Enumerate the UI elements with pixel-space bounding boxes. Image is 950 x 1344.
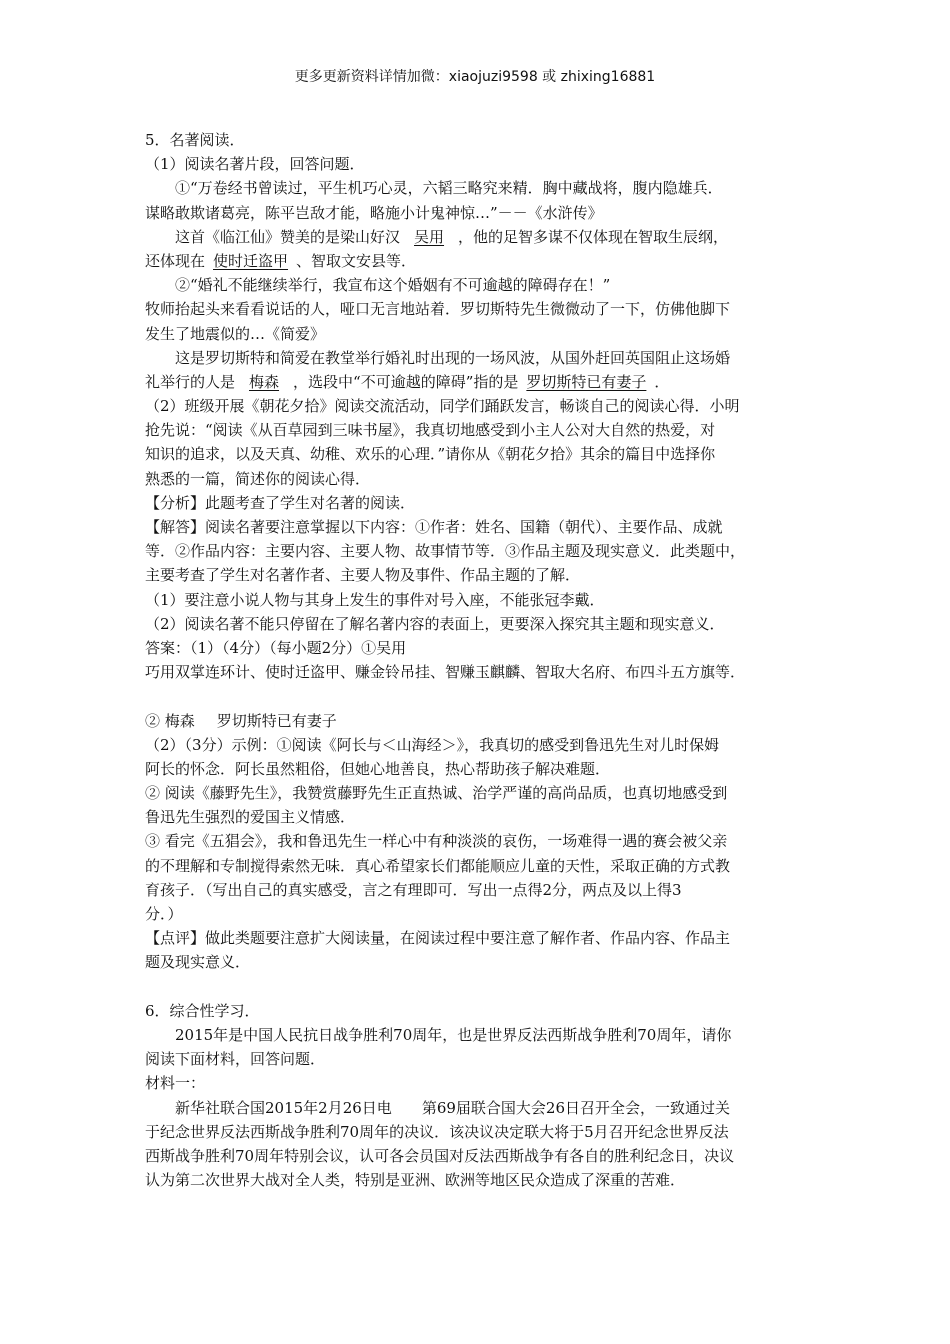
q6-title: 6．综合性学习．: [145, 1001, 260, 1020]
excerpt-line: 牧师抬起头来看看说话的人，哑口无言地站着．罗切斯特先生微微动了一下，仿佛他脚下: [145, 300, 731, 319]
spacer: [145, 684, 805, 708]
material-line: 西斯战争胜利70周年特别会议，认可各会员国对反法西斯战争有各自的胜利纪念日，决议: [145, 1146, 735, 1165]
text: 还体现在: [145, 251, 206, 270]
solution-line: 【解答】阅读名著要注意掌握以下内容：①作者：姓名、国籍（朝代）、主要作品、成就: [145, 518, 723, 536]
page-header: 更多更新资料详情加微：xiaojuzi9598 或 zhixing16881: [294, 69, 656, 85]
solution-line: （2）阅读名著不能只停留在了解名著内容的表面上，更要深入探究其主题和现实意义．: [145, 614, 725, 633]
example-line: （2）（3分）示例：①阅读《阿长与＜山海经＞》，我真切的感受到鲁迅先生对儿时保姆: [145, 735, 720, 754]
example-line: ③ 看完《五猖会》，我和鲁迅先生一样心中有种淡淡的哀伤，一场难得一遇的赛会被父亲: [145, 832, 728, 851]
question-line: [145, 225, 805, 249]
text: 这首《临江仙》赞美的是梁山好汉: [175, 227, 401, 246]
solution-line: （1）要注意小说人物与其身上发生的事件对号入座，不能张冠李戴．: [145, 590, 605, 609]
q5-part1-intro: （1）阅读名著片段，回答问题．: [145, 155, 365, 174]
comment-line: 【点评】做此类题要注意扩大阅读量，在阅读过程中要注意了解作者、作品内容、作品主: [145, 929, 731, 948]
material-line: 于纪念世界反法西斯战争胜利70周年的决议．该决议决定联大将于5月召开纪念世界反法: [145, 1122, 729, 1141]
solution-line: 等．②作品内容：主要内容、主要人物、故事情节等．③作品主题及现实意义．此类题中，: [145, 542, 746, 561]
part2-line: 知识的追求，以及天真、幼稚、欢乐的心理．”请你从《朝花夕拾》其余的篇目中选择你: [145, 445, 716, 464]
analysis-line: 【分析】此题考查了学生对名著的阅读．: [145, 493, 416, 512]
text: 第69届联合国大会26日召开全会，一致通过关: [421, 1098, 730, 1117]
text: ② 梅森: [145, 711, 195, 730]
example-line: ② 阅读《藤野先生》，我赞赏藤野先生正直热诚、治学严谨的高尚品质，也真切地感受到: [145, 784, 728, 803]
example-line: 育孩子．（写出自己的真实感受，言之有理即可．写出一点得2分，两点及以上得3: [145, 880, 682, 899]
text: 、智取文安县等．: [296, 251, 417, 270]
part2-line: 抢先说：“阅读《从百草园到三味书屋》，我真切地感受到小主人公对大自然的热爱，对: [145, 421, 716, 440]
q6-intro-line: 阅读下面材料，回答问题．: [145, 1050, 326, 1069]
solution-line: 主要考查了学生对名著作者、主要人物及事件、作品主题的了解．: [145, 566, 581, 585]
part2-line: 熟悉的一篇，简述你的阅读心得．: [145, 469, 371, 488]
text: ，选段中“不可逾越的障碍”指的是: [293, 372, 519, 391]
answer-blank-wuyong: 吴用: [414, 227, 445, 246]
material-line: [145, 1096, 805, 1120]
example-line: 分．）: [145, 905, 183, 923]
material-label: 材料一：: [145, 1074, 206, 1093]
text: 新华社联合国2015年2月26日电: [175, 1098, 392, 1117]
example-line: 的不理解和专制搅得索然无味．真心希望家长们都能顺应儿童的天性，采取正确的方式教: [145, 856, 731, 875]
spacer: [145, 975, 805, 999]
text: ．: [654, 372, 670, 391]
text: 礼举行的人是: [145, 372, 236, 391]
answer-blank-mason: 梅森: [249, 372, 280, 391]
q5-title: 5．名著阅读．: [145, 131, 245, 149]
question-line: [145, 370, 805, 394]
answer-line: 答案：（1）（4分）（每小题2分）①吴用: [145, 638, 407, 657]
poem-line: 谋略敢欺诸葛亮，陈平岂敌才能，略施小计鬼神惊…”－－《水浒传》: [145, 203, 603, 222]
document-body: [145, 128, 805, 1192]
q6-intro-line: 2015年是中国人民抗日战争胜利70周年，也是世界反法西斯战争胜利70周年，请你: [175, 1025, 732, 1044]
question-line: 这是罗切斯特和简爱在教堂举行婚礼时出现的一场风波，从国外赶回英国阻止这场婚: [175, 348, 731, 367]
answer-blank-shiqian: 使时迁盗甲: [213, 251, 289, 270]
excerpt-line: 发生了地震似的…《简爱》: [145, 324, 326, 343]
answer-line: [145, 709, 805, 733]
comment-line: 题及现实意义．: [145, 953, 251, 972]
text: ，他的足智多谋不仅体现在智取生辰纲，: [458, 227, 729, 246]
excerpt-line: ②“婚礼不能继续举行，我宣布这个婚姻有不可逾越的障碍存在！”: [175, 276, 611, 295]
answer-blank-wife: 罗切斯特已有妻子: [526, 372, 647, 391]
example-line: 鲁迅先生强烈的爱国主义情感．: [145, 808, 356, 827]
part2-line: （2）班级开展《朝花夕拾》阅读交流活动，同学们踊跃发言，畅谈自己的阅读心得．小明: [145, 397, 740, 416]
answer-line: 巧用双掌连环计、使时迁盗甲、赚金铃吊挂、智赚玉麒麟、智取大名府、布四斗五方旗等．: [145, 663, 746, 682]
poem-line: ①“万卷经书曾读过，平生机巧心灵，六韬三略究来精．胸中藏战将，腹内隐雄兵．: [175, 179, 723, 198]
material-line: 认为第二次世界大战对全人类，特别是亚洲、欧洲等地区民众造成了深重的苦难．: [145, 1171, 686, 1190]
question-line: [145, 249, 805, 273]
example-line: 阿长的怀念．阿长虽然粗俗，但她心地善良，热心帮助孩子解决难题．: [145, 759, 611, 778]
text: 罗切斯特已有妻子: [216, 711, 337, 730]
